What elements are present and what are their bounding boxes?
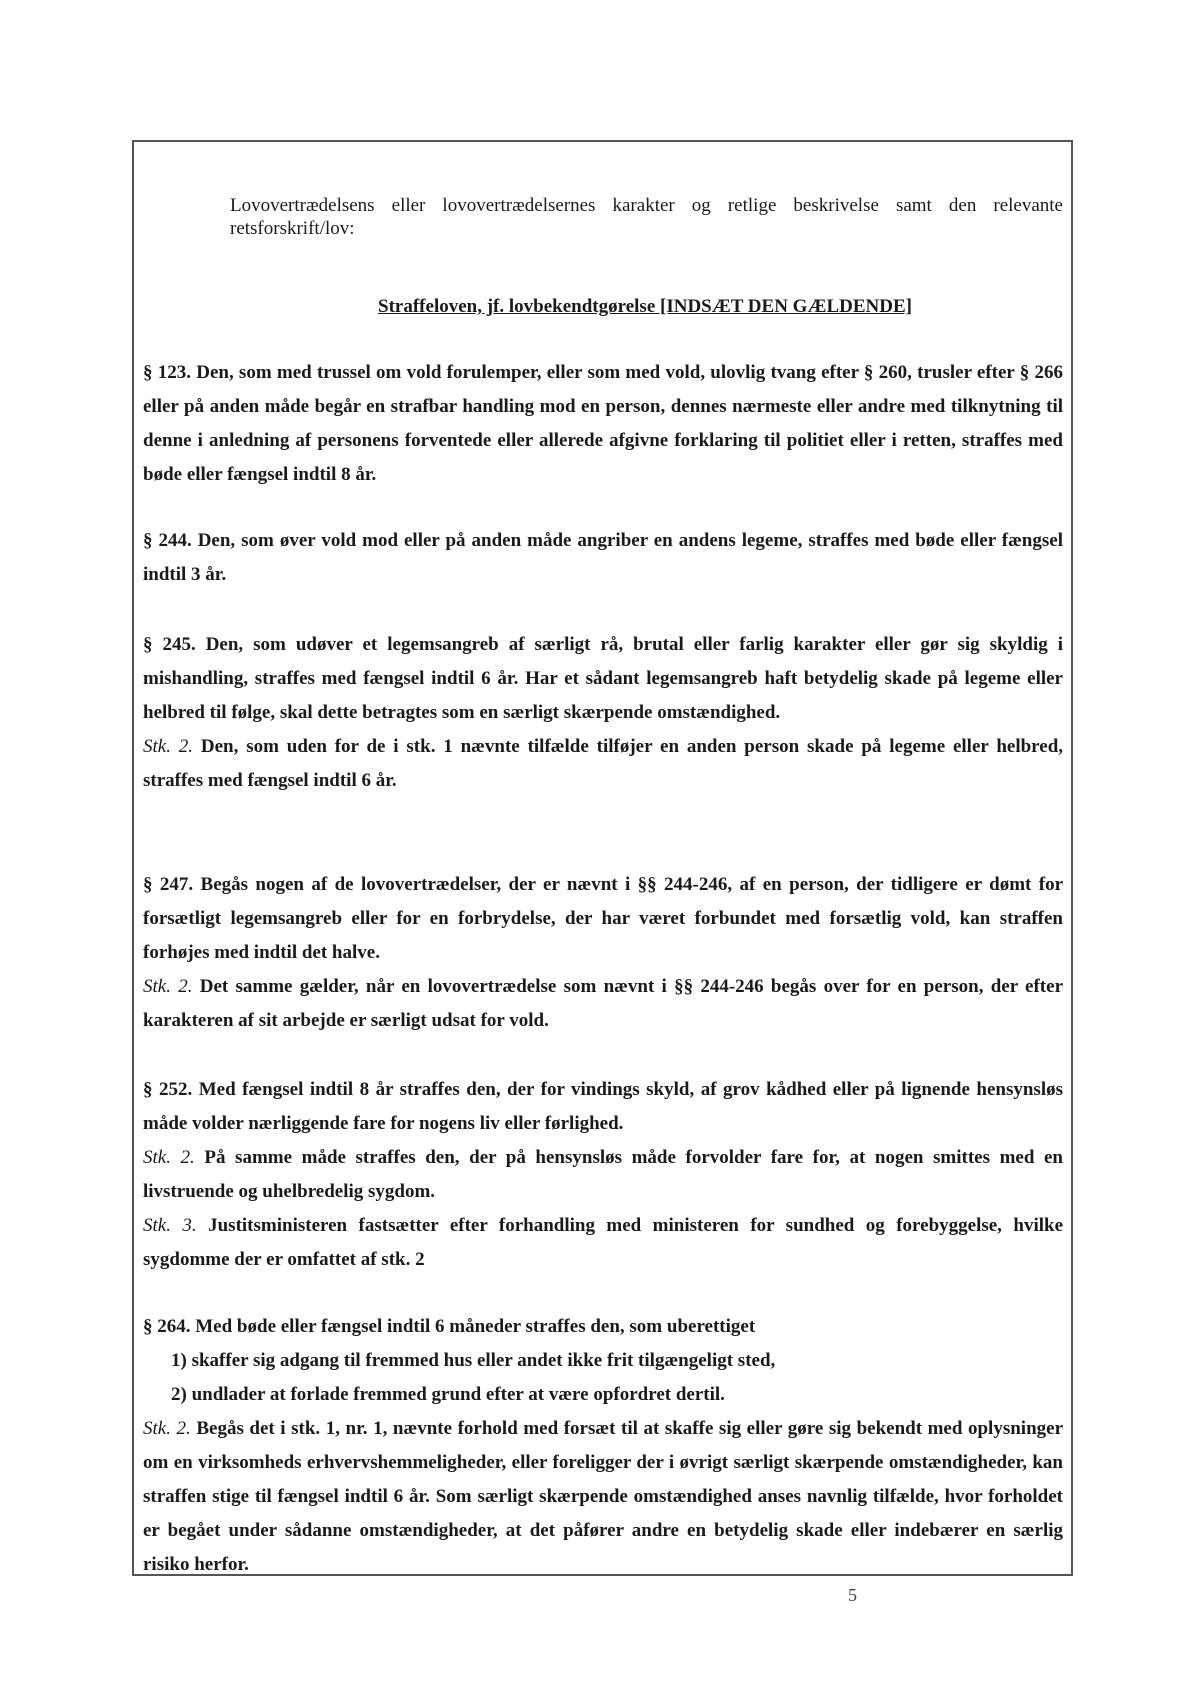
section-247 <box>143 868 1063 1038</box>
section-264-item-1: 1) skaffer sig adgang til fremmed hus eller andet ikke frit tilgængeligt sted, <box>171 1350 776 1371</box>
section-264-stk2 <box>143 1412 1063 1582</box>
section-245-text: § 245. Den, som udøver et legemsangreb af særligt rå, brutal eller farlig karakter eller gør sig skyldig i mishandling, straffes med fængsel indtil 6 år. Har et sådant legemsangreb haft betydelig skade på legeme eller helbred til følge, skal dette betragtes som en særligt skærpende omstændighed. <box>143 634 1063 723</box>
stk-text: Justitsministeren fastsætter efter forhandling med ministeren for sundhed og forebyggelse, hvilke sygdomme der er omfattet af stk. 2 <box>143 1215 1064 1270</box>
section-264 <box>143 1310 1063 1582</box>
section-123-text: § 123. Den, som med trussel om vold forulemper, eller som med vold, ulovlig tvang efter § 260, trusler efter § 266 eller på anden måde begår en strafbar handling mod en person, dennes nærmeste eller andre med tilknytning til denne i anledning af personens forventede eller allerede afgivne forklaring til politiet eller i retten, straffes med bøde eller fængsel indtil 8 år. <box>143 362 1063 485</box>
stk-text: Det samme gælder, når en lovovertrædelse som nævnt i §§ 244-246 begås over for en person, der efter karakteren af sit arbejde er særligt udsat for vold. <box>143 976 1064 1031</box>
stk-text: Den, som uden for de i stk. 1 nævnte tilfælde tilføjer en anden person skade på legeme eller helbred, straffes med fængsel indtil 6 år. <box>143 736 1064 791</box>
section-252-text: § 252. Med fængsel indtil 8 år straffes den, der for vindings skyld, af grov kådhed eller på lignende hensynsløs måde volder nærliggende fare for nogens liv eller førlighed. <box>143 1079 1063 1134</box>
intro-text: Lovovertrædelsens eller lovovertrædelsernes karakter og retlige beskrivelse samt den relevante retsforskrift/lov: <box>230 195 1063 239</box>
stk-label: Stk. 2. <box>143 1418 191 1439</box>
stk-label: Stk. 2. <box>143 976 193 997</box>
stk-text: Begås det i stk. 1, nr. 1, nævnte forhold med forsæt til at skaffe sig eller gøre sig bekendt med oplysninger om en virksomheds erhvervshemmeligheder, eller foreligger der i øvrigt særligt skærpende omstændigheder, kan straffen stige til fængsel indtil 6 år. Som særligt skærpende omstændighed anses navnlig tilfælde, hvor forholdet er begået under sådanne omstændigheder, at det påfører andre en betydelig skade eller indebærer en særlig risiko herfor. <box>143 1418 1063 1575</box>
stk-label: Stk. 3. <box>143 1215 197 1236</box>
section-247-text: § 247. Begås nogen af de lovovertrædelser, der er nævnt i §§ 244-246, af en person, der tidligere er dømt for forsætligt legemsangreb eller for en forbrydelse, der har været forbundet med forsætlig vold, kan straffen forhøjes med indtil det halve. <box>143 874 1063 963</box>
section-247-stk2 <box>143 970 1063 1038</box>
section-264-text: § 264. Med bøde eller fængsel indtil 6 måneder straffes den, som uberettiget <box>143 1316 756 1337</box>
section-252-stk3 <box>143 1209 1063 1277</box>
section-244 <box>143 524 1063 592</box>
section-245 <box>143 628 1063 798</box>
section-264-item-2: 2) undlader at forlade fremmed grund efter at være opfordret dertil. <box>171 1384 725 1405</box>
section-244-text: § 244. Den, som øver vold mod eller på anden måde angriber en andens legeme, straffes med bøde eller fængsel indtil 3 år. <box>143 530 1063 585</box>
section-245-stk2 <box>143 730 1063 798</box>
law-title: Straffeloven, jf. lovbekendtgørelse [INDSÆT DEN GÆLDENDE] <box>378 296 912 317</box>
section-123 <box>143 356 1063 492</box>
stk-label: Stk. 2. <box>143 1147 195 1168</box>
stk-text: På samme måde straffes den, der på hensynsløs måde forvolder fare for, at nogen smittes med en livstruende og uhelbredelig sygdom. <box>143 1147 1063 1202</box>
section-252-stk2 <box>143 1141 1063 1209</box>
page-number: 5 <box>848 1585 857 1605</box>
stk-label: Stk. 2. <box>143 736 194 757</box>
section-252 <box>143 1073 1063 1277</box>
